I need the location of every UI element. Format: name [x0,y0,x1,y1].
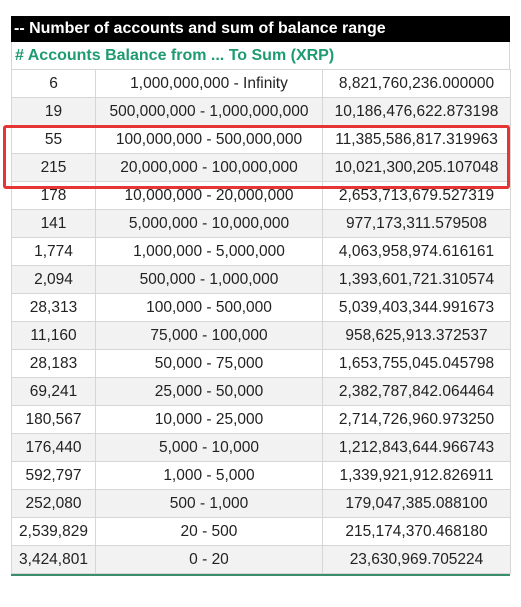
cell-accounts: 178 [12,182,96,210]
table-row [12,294,511,322]
cell-range: 500 - 1,000 [96,490,323,518]
table-row [12,238,511,266]
cell-accounts: 19 [12,98,96,126]
table-row [12,546,511,574]
cell-sum: 23,630,969.705224 [323,546,511,574]
cell-accounts: 176,440 [12,434,96,462]
table-row [12,378,511,406]
cell-accounts: 252,080 [12,490,96,518]
cell-sum: 8,821,760,236.000000 [323,70,511,98]
cell-range: 1,000,000 - 5,000,000 [96,238,323,266]
cell-sum: 10,186,476,622.873198 [323,98,511,126]
cell-sum: 2,382,787,842.064464 [323,378,511,406]
cell-accounts: 28,313 [12,294,96,322]
cell-range: 20,000,000 - 100,000,000 [96,154,323,182]
table-row [12,350,511,378]
cell-accounts: 69,241 [12,378,96,406]
cell-accounts: 2,094 [12,266,96,294]
cell-accounts: 3,424,801 [12,546,96,574]
cell-range: 75,000 - 100,000 [96,322,323,350]
cell-sum: 1,653,755,045.045798 [323,350,511,378]
table-row [12,70,511,98]
cell-accounts: 11,160 [12,322,96,350]
cell-sum: 977,173,311.579508 [323,210,511,238]
table-row [12,434,511,462]
cell-accounts: 180,567 [12,406,96,434]
cell-accounts: 2,539,829 [12,518,96,546]
balance-range-table-panel [11,16,510,576]
table-title: -- Number of accounts and sum of balance range [11,16,510,42]
cell-range: 100,000 - 500,000 [96,294,323,322]
cell-accounts: 55 [12,126,96,154]
table-row [12,98,511,126]
cell-sum: 1,393,601,721.310574 [323,266,511,294]
table-row [12,406,511,434]
cell-sum: 2,653,713,679.527319 [323,182,511,210]
cell-sum: 1,339,921,912.826911 [323,462,511,490]
cell-range: 1,000 - 5,000 [96,462,323,490]
cell-sum: 215,174,370.468180 [323,518,511,546]
cell-range: 5,000,000 - 10,000,000 [96,210,323,238]
cell-accounts: 28,183 [12,350,96,378]
cell-sum: 958,625,913.372537 [323,322,511,350]
cell-range: 100,000,000 - 500,000,000 [96,126,323,154]
table-row [12,266,511,294]
cell-sum: 2,714,726,960.973250 [323,406,511,434]
cell-sum: 5,039,403,344.991673 [323,294,511,322]
balance-range-table [11,69,511,574]
cell-accounts: 141 [12,210,96,238]
table-body [12,70,511,574]
table-row [12,462,511,490]
cell-range: 500,000,000 - 1,000,000,000 [96,98,323,126]
cell-range: 20 - 500 [96,518,323,546]
cell-sum: 11,385,586,817.319963 [323,126,511,154]
cell-accounts: 215 [12,154,96,182]
cell-range: 50,000 - 75,000 [96,350,323,378]
cell-sum: 4,063,958,974.616161 [323,238,511,266]
table-header: # Accounts Balance from ... To Sum (XRP) [11,42,510,69]
cell-range: 10,000,000 - 20,000,000 [96,182,323,210]
table-row [12,126,511,154]
cell-range: 5,000 - 10,000 [96,434,323,462]
table-row [12,490,511,518]
table-row [12,518,511,546]
cell-range: 0 - 20 [96,546,323,574]
table-row [12,182,511,210]
cell-accounts: 592,797 [12,462,96,490]
cell-range: 500,000 - 1,000,000 [96,266,323,294]
cell-range: 25,000 - 50,000 [96,378,323,406]
cell-range: 10,000 - 25,000 [96,406,323,434]
table-row [12,322,511,350]
table-row [12,210,511,238]
cell-range: 1,000,000,000 - Infinity [96,70,323,98]
cell-sum: 179,047,385.088100 [323,490,511,518]
cell-accounts: 6 [12,70,96,98]
cell-accounts: 1,774 [12,238,96,266]
cell-sum: 10,021,300,205.107048 [323,154,511,182]
cell-sum: 1,212,843,644.966743 [323,434,511,462]
table-row [12,154,511,182]
